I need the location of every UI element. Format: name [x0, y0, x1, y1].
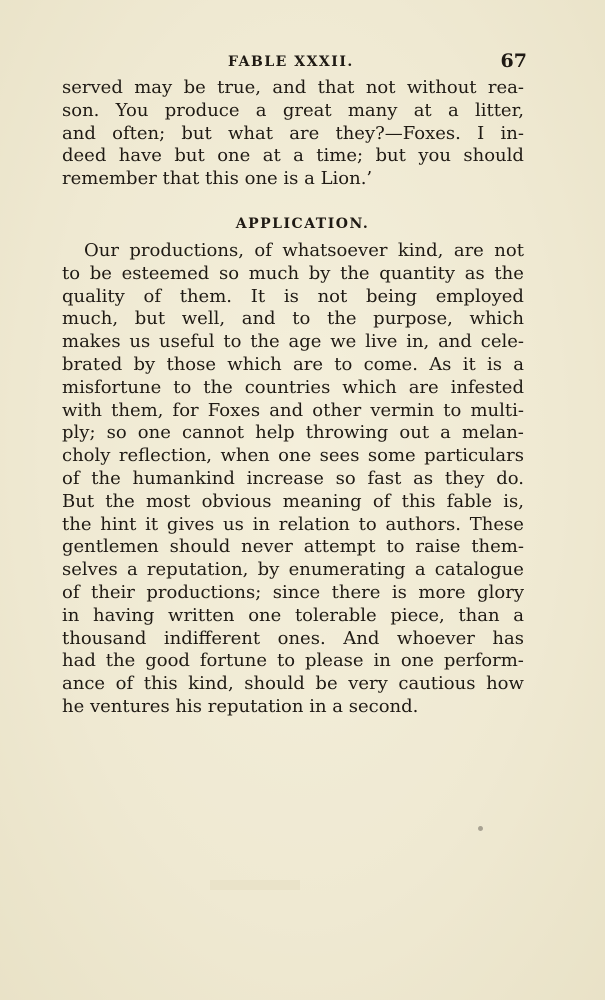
text-line — [62, 286, 524, 309]
word: and — [62, 122, 96, 144]
word: a — [440, 422, 451, 444]
word: ply; — [62, 422, 96, 444]
word: may — [134, 77, 173, 98]
text-line — [62, 145, 524, 168]
word: should — [463, 145, 524, 167]
word: a — [255, 99, 267, 121]
word: but — [181, 122, 212, 144]
word: the — [494, 262, 524, 284]
text-line — [62, 445, 524, 468]
word: please — [305, 650, 364, 672]
word: time; — [316, 145, 364, 167]
word: to — [386, 536, 405, 558]
word: produce — [164, 99, 240, 121]
word: we — [330, 331, 357, 353]
word: employed — [435, 285, 524, 307]
word: makes — [62, 331, 121, 353]
word: which — [342, 376, 397, 398]
word: at — [413, 99, 432, 121]
word: it — [462, 353, 476, 375]
word: quantity — [379, 262, 456, 284]
word: particulars — [424, 445, 524, 467]
word: not — [317, 285, 348, 307]
text-line — [62, 536, 524, 559]
word: has — [492, 627, 524, 649]
word: to — [334, 353, 353, 375]
word: remember that this one is a Lion.’ — [62, 168, 373, 190]
text-line — [62, 559, 524, 582]
word: to — [358, 513, 377, 535]
word: not — [494, 240, 524, 261]
word: useful — [159, 331, 215, 353]
word: since — [272, 581, 321, 603]
word: and — [438, 331, 472, 353]
word: multi- — [470, 399, 524, 421]
word: are — [289, 122, 320, 144]
word: served — [62, 77, 123, 98]
word: so — [218, 262, 240, 284]
word: but — [375, 145, 406, 167]
page-number: 67 — [500, 50, 527, 72]
running-head — [62, 50, 527, 74]
fable-text — [62, 77, 524, 191]
word: whatsoever — [282, 240, 388, 261]
word: be — [183, 77, 206, 98]
word: to — [292, 308, 311, 330]
word: much — [248, 262, 300, 284]
word: cautious — [398, 673, 476, 695]
word: son. — [62, 99, 100, 121]
word: age — [288, 331, 322, 353]
word: thousand — [62, 627, 147, 649]
word: cele- — [480, 331, 524, 353]
word: than — [458, 604, 500, 626]
word: for — [172, 399, 199, 421]
text-line — [62, 77, 524, 100]
word: some — [367, 445, 416, 467]
word: fast — [367, 467, 402, 489]
word: deed — [62, 145, 107, 167]
text-line — [62, 468, 524, 491]
word: much, — [62, 308, 119, 330]
running-head-title: FABLE XXXII. — [228, 54, 354, 70]
word: kind, — [397, 240, 444, 261]
word: many — [347, 99, 398, 121]
word: ones. — [277, 627, 326, 649]
word: one — [217, 145, 251, 167]
application-text — [62, 240, 524, 719]
word: the — [105, 650, 136, 672]
word: it — [145, 513, 159, 535]
word: being — [365, 285, 418, 307]
word: a — [414, 559, 426, 581]
word: without — [406, 77, 477, 98]
word: not — [365, 77, 396, 98]
word: us — [129, 331, 151, 353]
word: more — [418, 581, 466, 603]
word: is — [391, 581, 407, 603]
application-heading: APPLICATION. — [235, 216, 370, 232]
word: It — [250, 285, 266, 307]
text-line — [62, 605, 524, 628]
word: us — [223, 513, 244, 535]
word: had — [62, 650, 96, 672]
word: increase — [246, 467, 324, 489]
word: when — [220, 445, 270, 467]
word: very — [348, 673, 388, 695]
word: authors. — [385, 513, 462, 535]
word: of — [62, 467, 80, 489]
word: most — [145, 490, 191, 512]
word: of — [62, 581, 80, 603]
word: of — [115, 673, 134, 695]
word: help — [255, 422, 295, 444]
paper-speck — [478, 826, 483, 831]
word: and — [241, 308, 276, 330]
word: to — [277, 650, 296, 672]
word: are — [408, 376, 439, 398]
word: a — [293, 145, 304, 167]
word: a — [513, 604, 524, 626]
word: reputation, — [146, 559, 249, 581]
word: to — [443, 399, 462, 421]
word: in- — [500, 122, 524, 144]
word: to — [62, 262, 81, 284]
word: I — [477, 122, 485, 144]
word: are — [292, 353, 323, 375]
word: glory — [477, 581, 524, 603]
word: they?—Foxes. — [335, 122, 461, 144]
word: be — [315, 673, 338, 695]
word: come. — [363, 353, 418, 375]
word: one — [400, 650, 434, 672]
word: misfortune — [62, 376, 162, 398]
word: at — [262, 145, 281, 167]
word: which — [227, 353, 282, 375]
word: those — [166, 353, 217, 375]
word: by — [133, 353, 156, 375]
word: to — [223, 331, 242, 353]
word: infested — [450, 376, 524, 398]
word: other — [312, 399, 362, 421]
text-line — [62, 400, 524, 423]
word: These — [469, 513, 524, 535]
word: their — [91, 581, 135, 603]
word: written — [168, 604, 235, 626]
word: is — [283, 285, 299, 307]
word: the — [105, 490, 135, 512]
word: the — [62, 513, 92, 535]
word: Our — [84, 240, 119, 261]
word: and — [272, 77, 307, 98]
text-line — [62, 696, 524, 719]
text-line — [62, 650, 524, 673]
word: As — [429, 353, 452, 375]
word: but — [134, 308, 166, 330]
text-line — [62, 354, 524, 377]
word: with — [62, 399, 102, 421]
word: do. — [496, 467, 524, 489]
word: And — [343, 627, 380, 649]
word: be — [89, 262, 112, 284]
word: gentlemen — [62, 536, 159, 558]
word: good — [145, 650, 190, 672]
word: how — [486, 673, 524, 695]
word: as — [413, 467, 434, 489]
word: catalogue — [434, 559, 524, 581]
word: meaning — [282, 490, 362, 512]
text-line — [62, 263, 524, 286]
word: but — [174, 145, 205, 167]
word: Foxes — [207, 399, 261, 421]
word: But — [62, 490, 95, 512]
word: having — [93, 604, 155, 626]
word: by — [308, 262, 331, 284]
word: fable — [446, 490, 492, 512]
word: tolerable — [294, 604, 377, 626]
word: litter, — [474, 99, 524, 121]
word: great — [282, 99, 332, 121]
word: brated — [62, 353, 123, 375]
word: well, — [181, 308, 226, 330]
word: esteemed — [121, 262, 210, 284]
word: should — [169, 536, 231, 558]
word: true, — [217, 77, 261, 98]
word: vermin — [370, 399, 435, 421]
word: which — [469, 308, 524, 330]
word: productions; — [146, 581, 262, 603]
word: rea- — [487, 77, 524, 98]
word: are — [453, 240, 484, 261]
word: the — [203, 376, 233, 398]
word: of — [143, 285, 161, 307]
word: the — [250, 331, 280, 353]
word: melan- — [462, 422, 524, 444]
word: sees — [319, 445, 360, 467]
text-line — [62, 628, 524, 651]
word: this — [143, 673, 178, 695]
word: is — [486, 353, 502, 375]
word: so — [106, 422, 127, 444]
word: enumerating — [288, 559, 406, 581]
show-through-mark — [210, 880, 300, 890]
word: perform- — [443, 650, 524, 672]
word: hint — [100, 513, 137, 535]
word: one — [137, 422, 171, 444]
word: the — [340, 262, 370, 284]
word: indifferent — [163, 627, 261, 649]
word: relation — [278, 513, 350, 535]
word: never — [241, 536, 293, 558]
word: often; — [112, 122, 166, 144]
word: the — [327, 308, 357, 330]
text-line — [62, 331, 524, 354]
word: them, — [111, 399, 164, 421]
word: the — [91, 467, 121, 489]
word: quality — [62, 285, 125, 307]
word: in — [62, 604, 80, 626]
word: as — [464, 262, 485, 284]
text-line — [62, 422, 524, 445]
word: of — [254, 240, 272, 261]
word: a — [447, 99, 459, 121]
word: them- — [471, 536, 524, 558]
word: of — [372, 490, 391, 512]
text-line — [62, 123, 524, 146]
word: whoever — [396, 627, 475, 649]
text-line — [62, 100, 524, 123]
text-line — [62, 240, 524, 263]
word: should — [244, 673, 305, 695]
word: You — [115, 99, 149, 121]
word: ance — [62, 673, 106, 695]
word: a — [513, 353, 524, 375]
text-line — [62, 582, 524, 605]
word: piece, — [390, 604, 445, 626]
word: out — [399, 422, 430, 444]
text-line — [62, 491, 524, 514]
word: humankind — [132, 467, 235, 489]
word: that — [317, 77, 355, 98]
word: kind, — [188, 673, 234, 695]
word: raise — [415, 536, 461, 558]
word: this — [401, 490, 436, 512]
word: they — [444, 467, 485, 489]
word: so — [335, 467, 356, 489]
word: throwing — [305, 422, 389, 444]
word: attempt — [303, 536, 376, 558]
word: in — [252, 513, 270, 535]
word: selves — [62, 559, 118, 581]
word: one — [248, 604, 282, 626]
word: purpose, — [373, 308, 453, 330]
word: productions, — [129, 240, 244, 261]
word: what — [228, 122, 273, 144]
word: gives — [166, 513, 215, 535]
text-line — [62, 673, 524, 696]
word: he ventures his reputation in a second. — [62, 695, 419, 717]
word: to — [173, 376, 192, 398]
word: have — [118, 145, 162, 167]
word: obvious — [201, 490, 272, 512]
word: countries — [244, 376, 331, 398]
word: fortune — [199, 650, 268, 672]
word: you — [418, 145, 451, 167]
text-line — [62, 514, 524, 537]
word: by — [257, 559, 280, 581]
text-line — [62, 308, 524, 331]
text-line — [62, 168, 524, 191]
word: live — [365, 331, 398, 353]
word: is, — [503, 490, 524, 512]
word: choly — [62, 445, 111, 467]
word: in — [373, 650, 391, 672]
word: there — [331, 581, 381, 603]
word: them. — [179, 285, 233, 307]
word: one — [278, 445, 312, 467]
word: a — [126, 559, 138, 581]
word: and — [269, 399, 304, 421]
word: in, — [406, 331, 430, 353]
word: cannot — [181, 422, 245, 444]
text-line — [62, 377, 524, 400]
word: reflection, — [118, 445, 213, 467]
